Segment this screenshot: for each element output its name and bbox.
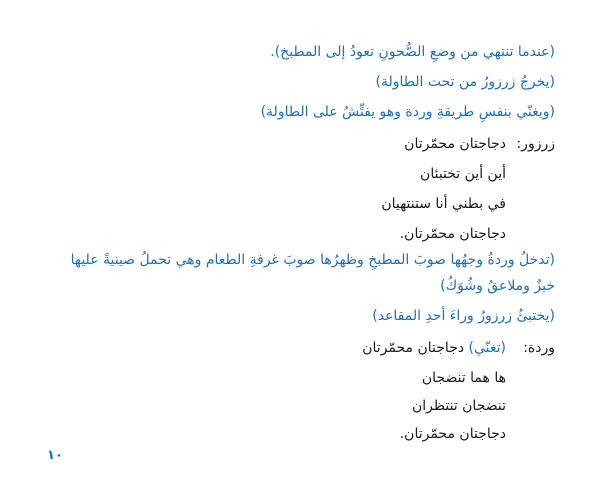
speaker-name: زرزور: bbox=[516, 136, 555, 152]
dialog-line bbox=[362, 338, 506, 358]
dialog-line: ها هما تنضجان bbox=[421, 370, 506, 386]
dialog-line: دجاجتان محمّرتان. bbox=[399, 226, 506, 242]
stage-direction: (ويغنّي بنفسِ طريقةِ وردة وهو يفتِّشُ على الطاولة) bbox=[260, 104, 555, 120]
dialog-line: تنضجان تنتظران bbox=[411, 398, 506, 414]
speaker-name: وردة: bbox=[523, 340, 555, 356]
stage-direction: (يخرجُ زرزورُ من تحت الطاولة) bbox=[375, 74, 555, 90]
dialog-line: أين أين تختبئان bbox=[420, 166, 506, 182]
inline-stage-direction: (تغنّي) bbox=[468, 340, 506, 356]
dialog-line: في بطني أنا ستنتهيان bbox=[381, 196, 506, 212]
stage-direction: خبزٌ وملاعقُ وشُوَكُ) bbox=[440, 278, 555, 294]
page-number: ١٠ bbox=[47, 448, 63, 463]
stage-direction: (تدخلُ وردةُ وجهُها صوبَ المطبخِ وظهرُها صوبَ غرفةِ الطعام وهي تحملُ صينيةً عليها bbox=[70, 252, 555, 268]
stage-direction: (عندما تنتهي من وضعِ الصُّحونِ تعودُ إلى المطبخ). bbox=[270, 44, 555, 60]
dialog-text: دجاجتان محمّرتان bbox=[362, 340, 469, 356]
dialog-line: دجاجتان محمّرتان bbox=[404, 136, 506, 152]
stage-direction: (يختبئُ زرزورُ وراءَ أحدِ المقاعد) bbox=[372, 308, 555, 324]
dialog-line: دجاجتان محمّرتان. bbox=[399, 426, 506, 442]
